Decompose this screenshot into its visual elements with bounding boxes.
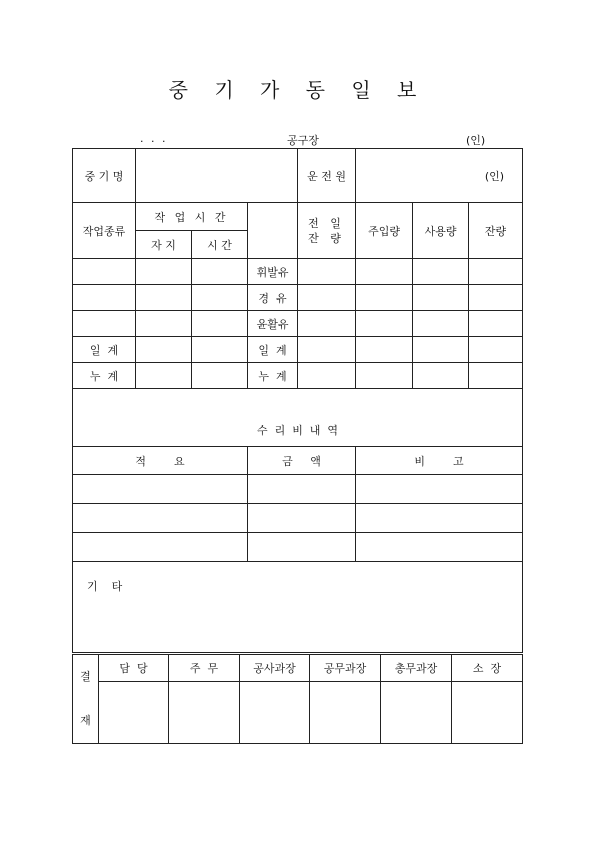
approval-role-construction-manager: 공사과장	[240, 655, 310, 682]
repair-desc-cell[interactable]	[73, 533, 248, 562]
repair-amount-cell[interactable]	[248, 533, 356, 562]
work-hours-header: 시 간	[192, 231, 248, 259]
operator-seal: (인)	[484, 169, 505, 183]
from-to-cell[interactable]	[136, 259, 192, 285]
prev-cell[interactable]	[298, 259, 356, 285]
hours-cell[interactable]	[192, 363, 248, 389]
approval-role-director: 소 장	[452, 655, 523, 682]
work-from-to-header: 자 지	[136, 231, 192, 259]
from-to-cell[interactable]	[136, 285, 192, 311]
date-field: . . .	[140, 132, 168, 145]
fuel-daily-total-label: 일 계	[248, 337, 298, 363]
prev-cell[interactable]	[298, 363, 356, 389]
from-to-cell[interactable]	[136, 337, 192, 363]
in-cell[interactable]	[356, 285, 413, 311]
hours-cell[interactable]	[192, 311, 248, 337]
approval-role-staff: 담 당	[99, 655, 169, 682]
prev-remaining-header: 전 일 잔 량	[298, 203, 356, 259]
prev-cell[interactable]	[298, 311, 356, 337]
other-label: 기 타	[87, 580, 123, 593]
signature-box[interactable]	[452, 681, 523, 743]
used-cell[interactable]	[413, 363, 469, 389]
cumulative-total-label: 누 계	[73, 363, 136, 389]
used-cell[interactable]	[413, 259, 469, 285]
work-type-header: 작업종류	[73, 203, 136, 259]
in-cell[interactable]	[356, 337, 413, 363]
repair-amount-cell[interactable]	[248, 504, 356, 533]
fuel-type-header	[248, 203, 298, 259]
site-manager-seal: (인)	[466, 134, 486, 147]
page-title: 중 기 가 동 일 보	[168, 78, 427, 102]
operator-field[interactable]	[356, 149, 523, 203]
equipment-report-table	[72, 148, 523, 653]
equipment-name-field[interactable]	[136, 149, 298, 203]
repair-desc-cell[interactable]	[73, 504, 248, 533]
site-manager-label: 공구장	[287, 134, 319, 147]
remaining-header: 잔량	[469, 203, 523, 259]
from-to-cell[interactable]	[136, 363, 192, 389]
fuel-lubricant-label: 윤활유	[248, 311, 298, 337]
signature-box[interactable]	[381, 681, 452, 743]
signature-box[interactable]	[99, 681, 169, 743]
remain-cell[interactable]	[469, 337, 523, 363]
used-cell[interactable]	[413, 285, 469, 311]
hours-cell[interactable]	[192, 285, 248, 311]
hours-cell[interactable]	[192, 259, 248, 285]
repair-note-cell[interactable]	[356, 533, 523, 562]
operator-label: 운 전 원	[298, 149, 356, 203]
repair-note-cell[interactable]	[356, 475, 523, 504]
in-cell[interactable]	[356, 259, 413, 285]
work-type-cell[interactable]	[73, 259, 136, 285]
work-time-header: 작 업 시 간	[136, 203, 248, 231]
repair-section-title: 수 리 비 내 역	[73, 389, 523, 447]
repair-note-cell[interactable]	[356, 504, 523, 533]
daily-total-label: 일 계	[73, 337, 136, 363]
hours-cell[interactable]	[192, 337, 248, 363]
signature-box[interactable]	[240, 681, 310, 743]
remain-cell[interactable]	[469, 311, 523, 337]
repair-desc-header: 적 요	[73, 447, 248, 475]
repair-amount-cell[interactable]	[248, 475, 356, 504]
in-cell[interactable]	[356, 311, 413, 337]
in-cell[interactable]	[356, 363, 413, 389]
used-cell[interactable]	[413, 311, 469, 337]
prev-cell[interactable]	[298, 285, 356, 311]
work-type-cell[interactable]	[73, 311, 136, 337]
approval-role-general-affairs-manager: 총무과장	[381, 655, 452, 682]
equipment-name-label: 중 기 명	[73, 149, 136, 203]
repair-desc-cell[interactable]	[73, 475, 248, 504]
signature-box[interactable]	[169, 681, 240, 743]
injected-header: 주입량	[356, 203, 413, 259]
approval-label: 결 재	[73, 655, 99, 744]
from-to-cell[interactable]	[136, 311, 192, 337]
approval-role-works-manager: 공무과장	[310, 655, 381, 682]
approval-role-chief: 주 무	[169, 655, 240, 682]
repair-amount-header: 금 액	[248, 447, 356, 475]
fuel-cumulative-total-label: 누 계	[248, 363, 298, 389]
approval-table	[72, 654, 523, 744]
prev-cell[interactable]	[298, 337, 356, 363]
remain-cell[interactable]	[469, 285, 523, 311]
other-remarks-field[interactable]	[73, 562, 523, 653]
repair-note-header: 비 고	[356, 447, 523, 475]
work-type-cell[interactable]	[73, 285, 136, 311]
used-cell[interactable]	[413, 337, 469, 363]
remain-cell[interactable]	[469, 363, 523, 389]
used-header: 사용량	[413, 203, 469, 259]
fuel-gasoline-label: 휘발유	[248, 259, 298, 285]
remain-cell[interactable]	[469, 259, 523, 285]
signature-box[interactable]	[310, 681, 381, 743]
fuel-diesel-label: 경 유	[248, 285, 298, 311]
